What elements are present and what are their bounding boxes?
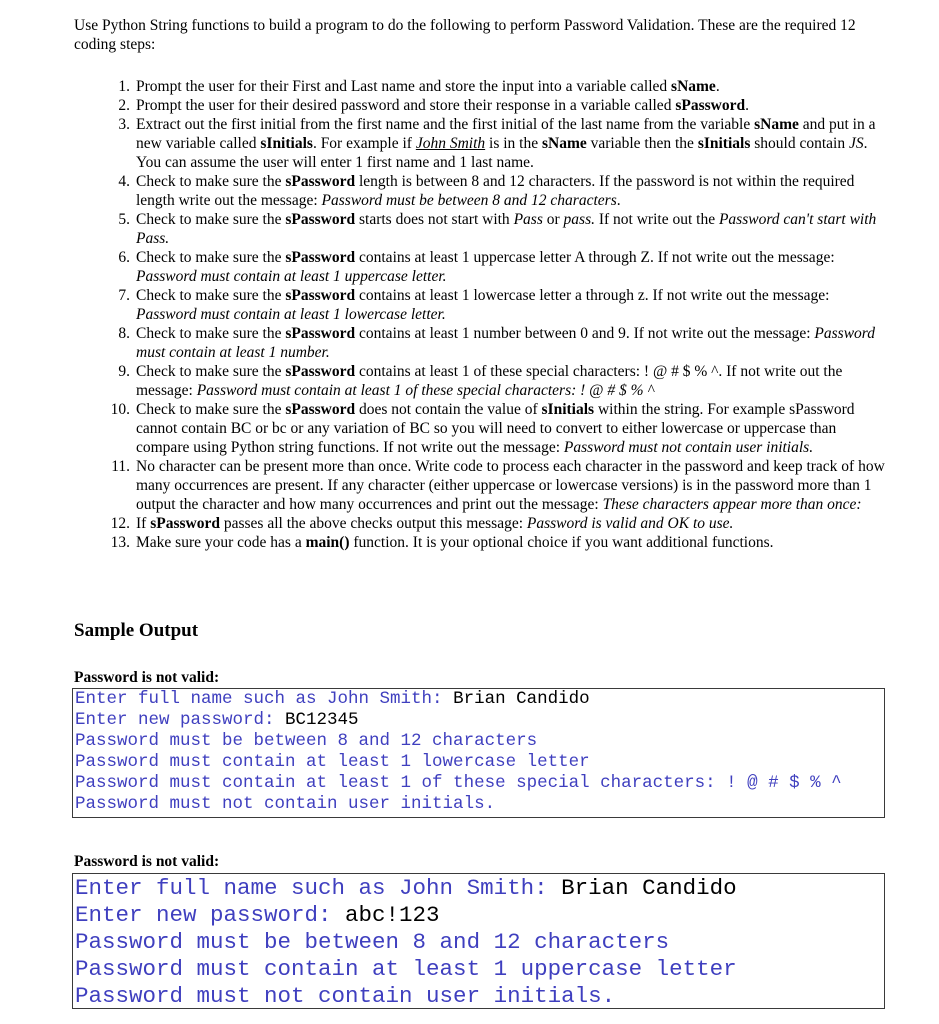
example1-console (72, 688, 885, 818)
step-text: Prompt the user for their desired password and store their response in a variable called (136, 97, 676, 114)
console-line (75, 875, 884, 902)
console-output-text: Enter new password: (75, 710, 286, 730)
console-line (75, 689, 884, 710)
step-number: 1. (118, 78, 130, 95)
step-item (118, 172, 888, 210)
step-text: Password must contain at least 1 number. (136, 325, 875, 361)
step-text: sPassword (285, 401, 356, 418)
console-line (75, 752, 884, 773)
step-text: Extract out the first initial from the first name and the first initial of the last name from the variable (136, 116, 755, 133)
step-text: . (616, 192, 621, 209)
console-output-text: Enter new password: (75, 902, 346, 928)
step-text: Check to make sure the (136, 363, 286, 380)
console-output-text: Enter full name such as John Smith: (75, 875, 562, 901)
step-text: sPassword (285, 173, 356, 190)
step-text: Prompt the user for their First and Last name and store the input into a variable called (136, 78, 672, 95)
step-text: . (745, 97, 749, 114)
console-user-input: Brian Candido (453, 689, 590, 709)
step-text: contains at least 1 lowercase letter a through z. If not write out the message: (355, 287, 830, 304)
step-item (118, 115, 888, 172)
step-text: pass. (563, 211, 595, 228)
example2-console (72, 873, 885, 1009)
step-text: Check to make sure the (136, 401, 286, 418)
console-output-text: Password must be between 8 and 12 characters (75, 731, 538, 751)
step-text: sInitials (697, 135, 751, 152)
step-text: JS (848, 135, 864, 152)
step-text: Check to make sure the (136, 173, 286, 190)
console-line (75, 929, 884, 956)
console-user-input: abc!123 (345, 902, 440, 928)
step-text: passes all the above checks output this message: (219, 515, 527, 532)
step-item (118, 77, 888, 96)
step-text: No character can be present more than once. Write code to process each character in the password and keep track of how many occurrences are present. If any character (either uppercase or lowercase versions) is in the password more than 1 output the character and how many occurrences and print out the message: (136, 458, 885, 513)
step-item (118, 210, 888, 248)
step-text: sPassword (285, 211, 356, 228)
example1-caption: Password is not valid: (74, 669, 220, 686)
step-item (110, 514, 888, 533)
console-line (75, 731, 884, 752)
step-text: These characters appear more than once: (602, 496, 862, 513)
step-text: Password is valid and OK to use. (526, 515, 734, 532)
console-output-text: Password must not contain user initials. (75, 983, 616, 1009)
step-text: Password must contain at least 1 of these special characters: ! @ # $ % ^ (196, 382, 654, 399)
step-text: Password must not contain user initials. (563, 439, 814, 456)
step-text: sName (754, 116, 799, 133)
step-text: Make sure your code has a (136, 534, 306, 551)
step-number: 10. (110, 401, 130, 418)
console-output-text: Password must contain at least 1 lowercase letter (75, 752, 590, 772)
console-user-input: BC12345 (285, 710, 359, 730)
console-output-text: Enter full name such as John Smith: (75, 689, 454, 709)
step-text: variable then the (586, 135, 698, 152)
step-text: sPassword (285, 287, 356, 304)
console-output-text: Password must contain at least 1 uppercase letter (75, 956, 737, 982)
step-text: sInitials (260, 135, 313, 152)
step-text: . For example if (312, 135, 416, 152)
step-item (111, 457, 888, 514)
step-item (118, 324, 888, 362)
step-text: does not contain the value of (355, 401, 542, 418)
step-text: John Smith (415, 135, 486, 152)
step-item (110, 400, 888, 457)
step-text: or (542, 211, 564, 228)
intro-paragraph: Use Python String functions to build a program to do the following to perform Password Validation. These are the required 12 coding steps: (74, 17, 856, 53)
console-output-text: Password must contain at least 1 of these special characters: ! @ # $ % ^ (75, 773, 842, 793)
step-text: Password must contain at least 1 lowercase letter. (136, 306, 446, 323)
step-number: 6. (118, 249, 130, 266)
step-text: within the string. For example sPassword cannot contain BC or bc or any variation of BC so you will need to convert to either lowercase or uppercase than compare using Python string functions. If not write out the message: (136, 401, 855, 456)
step-text: Check to make sure the (136, 211, 286, 228)
console-line (75, 983, 884, 1010)
step-item (118, 248, 888, 286)
sample-output-heading: Sample Output (74, 620, 199, 641)
console-output-text: Password must be between 8 and 12 characters (75, 929, 670, 955)
step-number: 2. (118, 97, 130, 114)
step-item (110, 533, 888, 552)
step-text: Pass (513, 211, 543, 228)
step-text: Password can't start with Pass. (136, 211, 877, 247)
step-text: starts does not start with (355, 211, 514, 228)
console-output-text: Password must not contain user initials. (75, 794, 496, 814)
step-text: sInitials (541, 401, 595, 418)
step-number: 12. (110, 515, 130, 532)
step-text: length is between 8 and 12 characters. If the password is not within the required length write out the message: (136, 173, 855, 209)
step-number: 7. (118, 287, 130, 304)
step-number: 9. (118, 363, 130, 380)
step-text: sPassword (675, 97, 746, 114)
step-text: sName (671, 78, 716, 95)
step-item (118, 96, 888, 115)
step-text: function. It is your optional choice if you want additional functions. (349, 534, 774, 551)
step-text: and put in a new variable called (136, 116, 876, 152)
step-number: 11. (111, 458, 130, 475)
step-text: Password must be between 8 and 12 characters (321, 192, 617, 209)
step-text: is in the (485, 135, 542, 152)
step-text: Check to make sure the (136, 325, 286, 342)
step-text: If (136, 515, 151, 532)
step-text: Check to make sure the (136, 249, 286, 266)
step-text: contains at least 1 of these special characters: ! @ # $ % ^. If not write out the message: (136, 363, 843, 399)
step-text: contains at least 1 uppercase letter A through Z. If not write out the message: (355, 249, 835, 266)
step-text: . You can assume the user will enter 1 first name and 1 last name. (136, 135, 868, 171)
step-text: Password must contain at least 1 uppercase letter. (136, 268, 447, 285)
step-text: contains at least 1 number between 0 and 9. If not write out the message: (355, 325, 815, 342)
step-text: If not write out the (594, 211, 719, 228)
step-number: 13. (110, 534, 130, 551)
console-line (75, 773, 884, 794)
step-text: sPassword (285, 325, 356, 342)
step-text: should contain (750, 135, 849, 152)
step-text: sPassword (285, 249, 356, 266)
step-number: 3. (118, 116, 130, 133)
step-number: 8. (118, 325, 130, 342)
console-user-input: Brian Candido (561, 875, 737, 901)
step-text: Check to make sure the (136, 287, 286, 304)
console-line (75, 956, 884, 983)
console-line (75, 710, 884, 731)
console-line (75, 902, 884, 929)
step-text: main() (305, 534, 350, 551)
step-item (118, 362, 888, 400)
step-text: sPassword (285, 363, 356, 380)
example2-caption: Password is not valid: (74, 853, 220, 870)
step-number: 4. (118, 173, 130, 190)
step-item (118, 286, 888, 324)
step-text: sName (541, 135, 587, 152)
step-text: sPassword (150, 515, 220, 532)
coding-steps-list (110, 77, 888, 552)
step-number: 5. (118, 211, 130, 228)
step-text: . (715, 78, 720, 95)
console-line (75, 794, 884, 815)
